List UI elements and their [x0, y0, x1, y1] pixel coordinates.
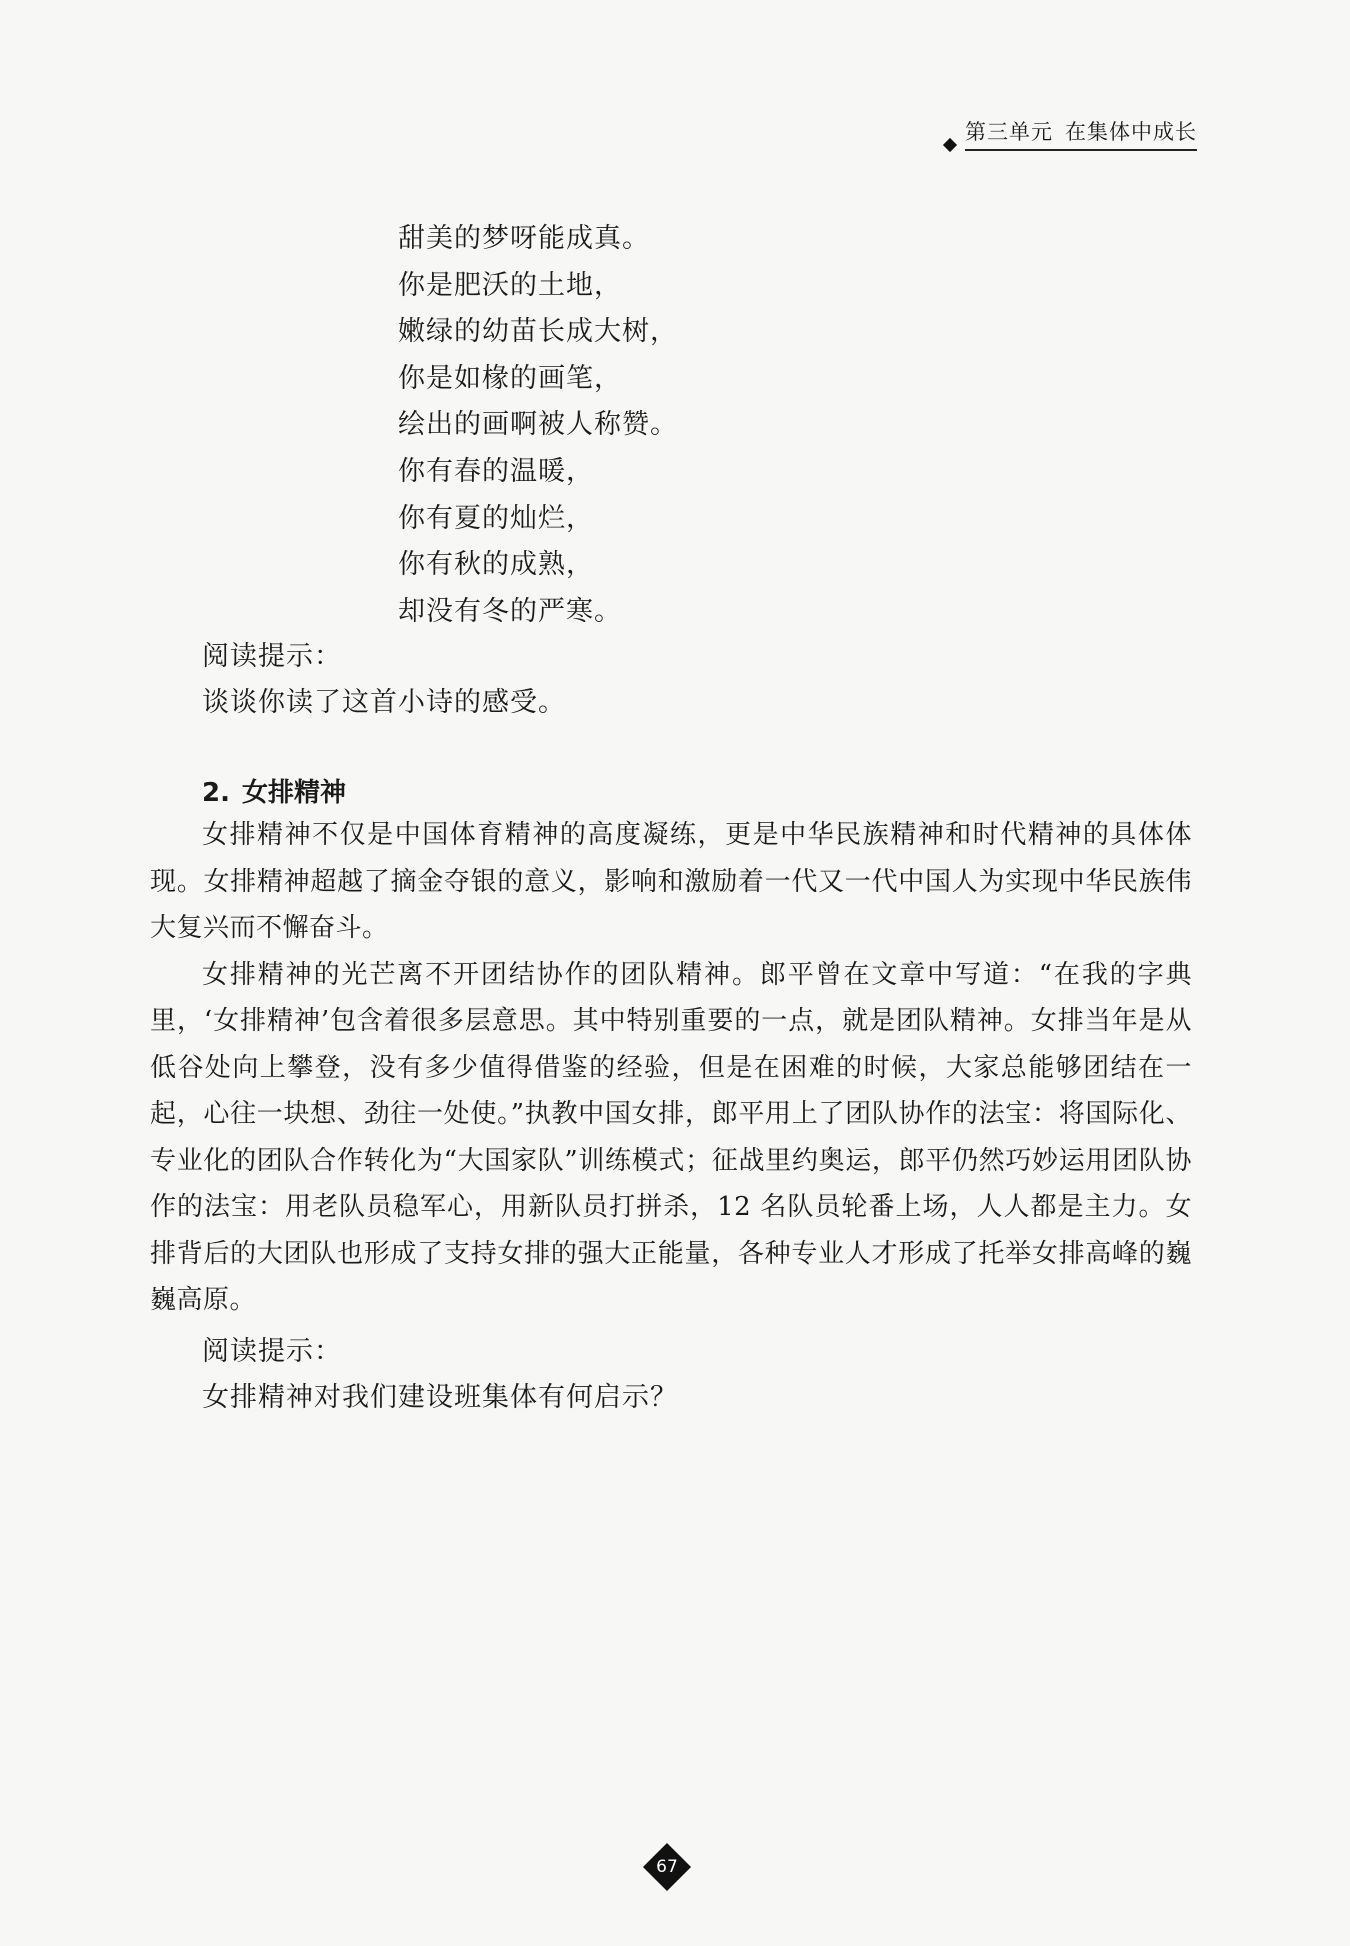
section-heading [202, 772, 346, 809]
reading-hint-text: 谈谈你读了这首小诗的感受。 [202, 687, 566, 718]
section-number: 2. [202, 778, 230, 808]
section-title-text: 女排精神 [241, 778, 346, 808]
section-body [150, 812, 1192, 1324]
running-header [965, 116, 1197, 151]
poem-line: 你有秋的成熟， [398, 549, 594, 581]
poem-line: 嫩绿的幼苗长成大树， [398, 316, 678, 348]
poem-line: 你是肥沃的土地， [398, 269, 622, 301]
poem-line: 却没有冬的严寒。 [398, 595, 622, 627]
poem [398, 216, 678, 635]
page-number-badge [643, 1843, 691, 1891]
header-text [965, 116, 1197, 151]
unit-title: 在集体中成长 [1065, 120, 1197, 144]
poem-line: 绘出的画啊被人称赞。 [398, 409, 678, 441]
body-paragraph: 女排精神的光芒离不开团结协作的团队精神。郎平曾在文章中写道：“在我的字典里，‘女排精神’包含着很多层意思。其中特别重要的一点，就是团队精神。女排当年是从低谷处向上攀登，没有多少值得借鉴的经验，但是在困难的时候，大家总能够团结在一起，心往一块想、劲往一处使。”执教中国女排，郎平用上了团队协作的法宝：将国际化、专业化的团队合作转化为“大国家队”训练模式；征战里约奥运，郎平仍然巧妙运用团队协作的法宝：用老队员稳军心，用新队员打拼杀，12 名队员轮番上场，人人都是主力。女排背后的大团队也形成了支持女排的强大正能量，各种专业人才形成了托举女排高峰的巍巍高原。 [150, 959, 1192, 1315]
reading-hint-label: 阅读提示： [202, 1336, 342, 1367]
poem-line: 你有夏的灿烂， [398, 502, 594, 534]
reading-hint-label: 阅读提示： [202, 641, 342, 672]
diamond-bullet-icon [943, 138, 957, 152]
body-paragraph: 女排精神不仅是中国体育精神的高度凝练，更是中华民族精神和时代精神的具体体现。女排精神超越了摘金夺银的意义，影响和激励着一代又一代中国人为实现中华民族伟大复兴而不懈奋斗。 [150, 820, 1192, 943]
reading-hint-text: 女排精神对我们建设班集体有何启示？ [202, 1382, 678, 1413]
poem-line: 甜美的梦呀能成真。 [398, 223, 650, 254]
poem-line: 你有春的温暖， [398, 455, 594, 487]
poem-line: 你是如椽的画笔， [398, 362, 622, 394]
page-number: 67 [656, 1857, 678, 1877]
unit-label: 第三单元 [965, 120, 1053, 144]
